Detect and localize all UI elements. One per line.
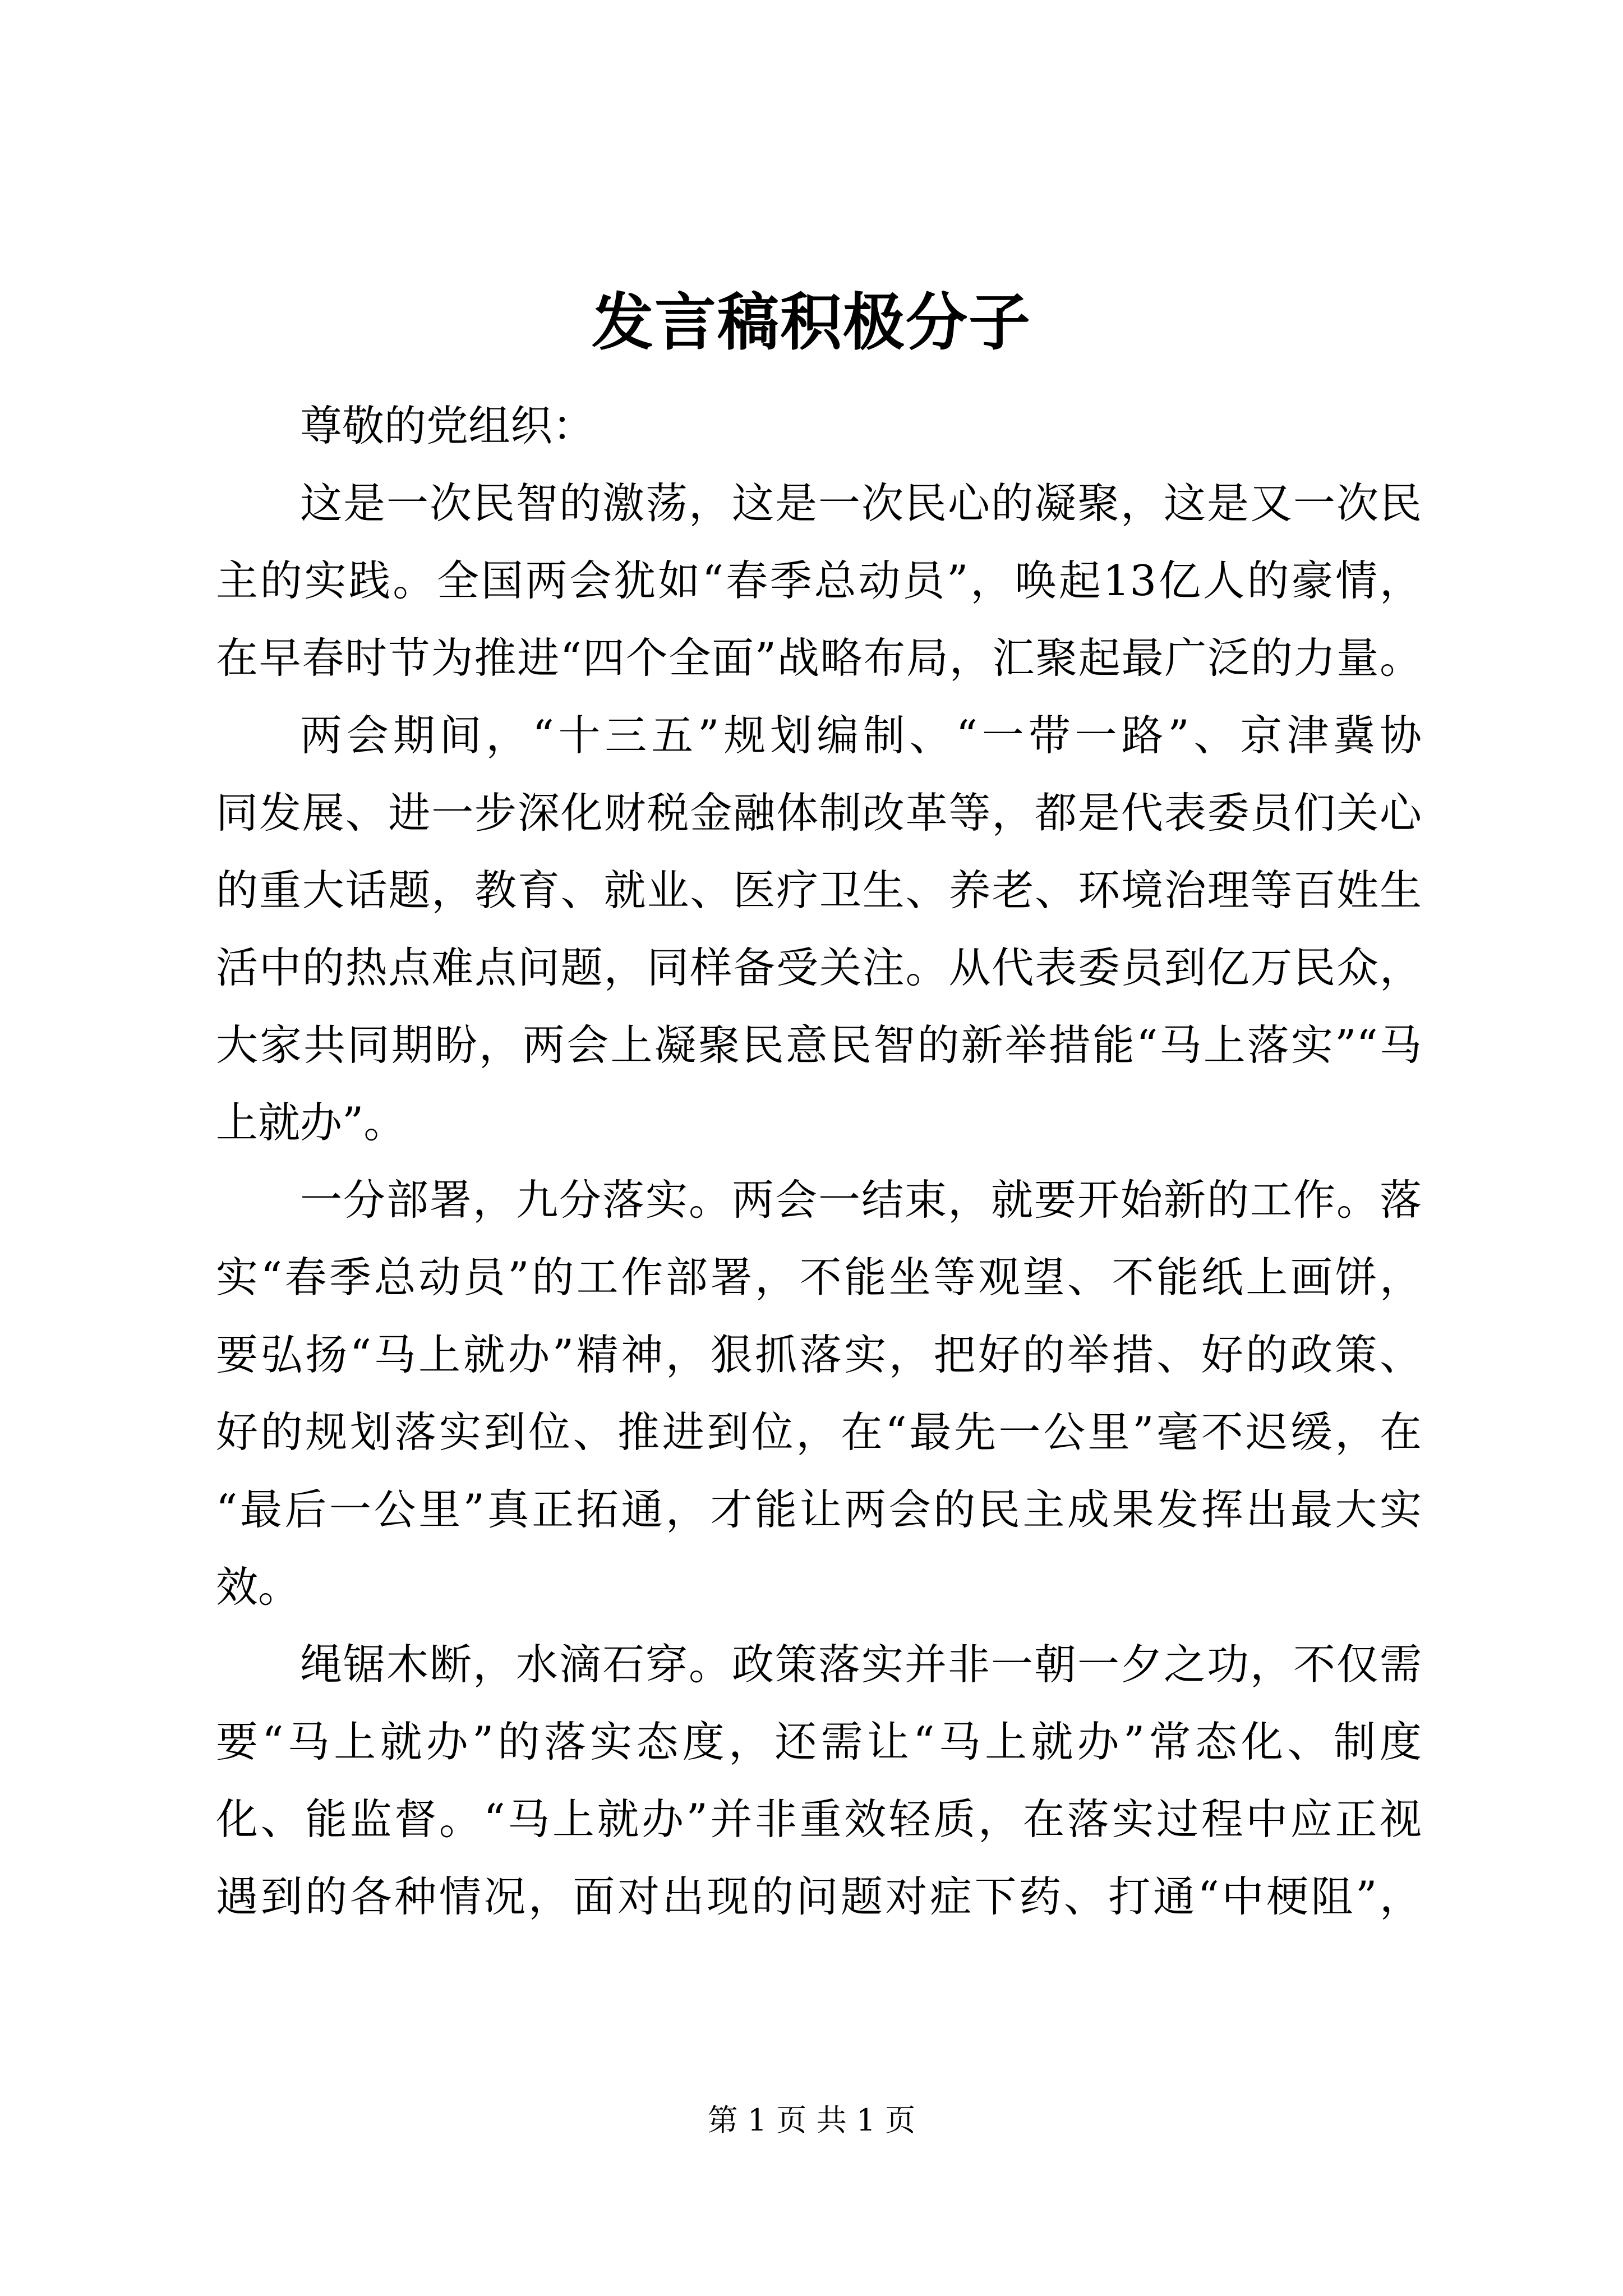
paragraph-line: 在早春时节为推进“四个全面”战略布局，汇聚起最广泛的力量。	[216, 633, 1422, 683]
paragraph-line: 遇到的各种情况，面对出现的问题对症下药、打通“中梗阻”，	[216, 1872, 1422, 1921]
paragraph-line: 化、能监督。“马上就办”并非重效轻质，在落实过程中应正视	[216, 1795, 1422, 1844]
document-title: 发言稿积极分子	[592, 286, 1031, 358]
salutation-line: 尊敬的党组织：	[300, 401, 595, 450]
paragraph-line: 效。	[216, 1562, 301, 1612]
paragraph-line: 活中的热点难点问题，同样备受关注。从代表委员到亿万民众，	[216, 943, 1422, 992]
paragraph-line: 绳锯木断，水滴石穿。政策落实并非一朝一夕之功，不仅需	[300, 1640, 1422, 1689]
paragraph-line: “最后一公里”真正拓通，才能让两会的民主成果发挥出最大实	[216, 1485, 1422, 1534]
paragraph-line: 一分部署，九分落实。两会一结束，就要开始新的工作。落	[300, 1175, 1422, 1225]
page-footer: 第 1 页 共 1 页	[707, 2102, 916, 2138]
paragraph-line: 大家共同期盼，两会上凝聚民意民智的新举措能“马上落实”“马	[216, 1020, 1422, 1070]
paragraph-line: 好的规划落实到位、推进到位，在“最先一公里”毫不迟缓，在	[216, 1407, 1422, 1457]
paragraph-line: 上就办”。	[216, 1098, 406, 1147]
paragraph-line: 这是一次民智的激荡，这是一次民心的凝聚，这是又一次民	[300, 478, 1422, 528]
paragraph-line: 同发展、进一步深化财税金融体制改革等，都是代表委员们关心	[216, 788, 1422, 838]
paragraph-line: 两会期间，“十三五”规划编制、“一带一路”、京津冀协	[300, 711, 1422, 760]
paragraph-line: 的重大话题，教育、就业、医疗卫生、养老、环境治理等百姓生	[216, 866, 1422, 915]
paragraph-line: 实“春季总动员”的工作部署，不能坐等观望、不能纸上画饼，	[216, 1253, 1422, 1302]
paragraph-line: 要弘扬“马上就办”精神，狠抓落实，把好的举措、好的政策、	[216, 1330, 1422, 1379]
paragraph-line: 要“马上就办”的落实态度，还需让“马上就办”常态化、制度	[216, 1717, 1422, 1766]
document-body	[216, 387, 1422, 1935]
paragraph-line: 主的实践。全国两会犹如“春季总动员”，唤起13亿人的豪情，	[216, 556, 1422, 605]
